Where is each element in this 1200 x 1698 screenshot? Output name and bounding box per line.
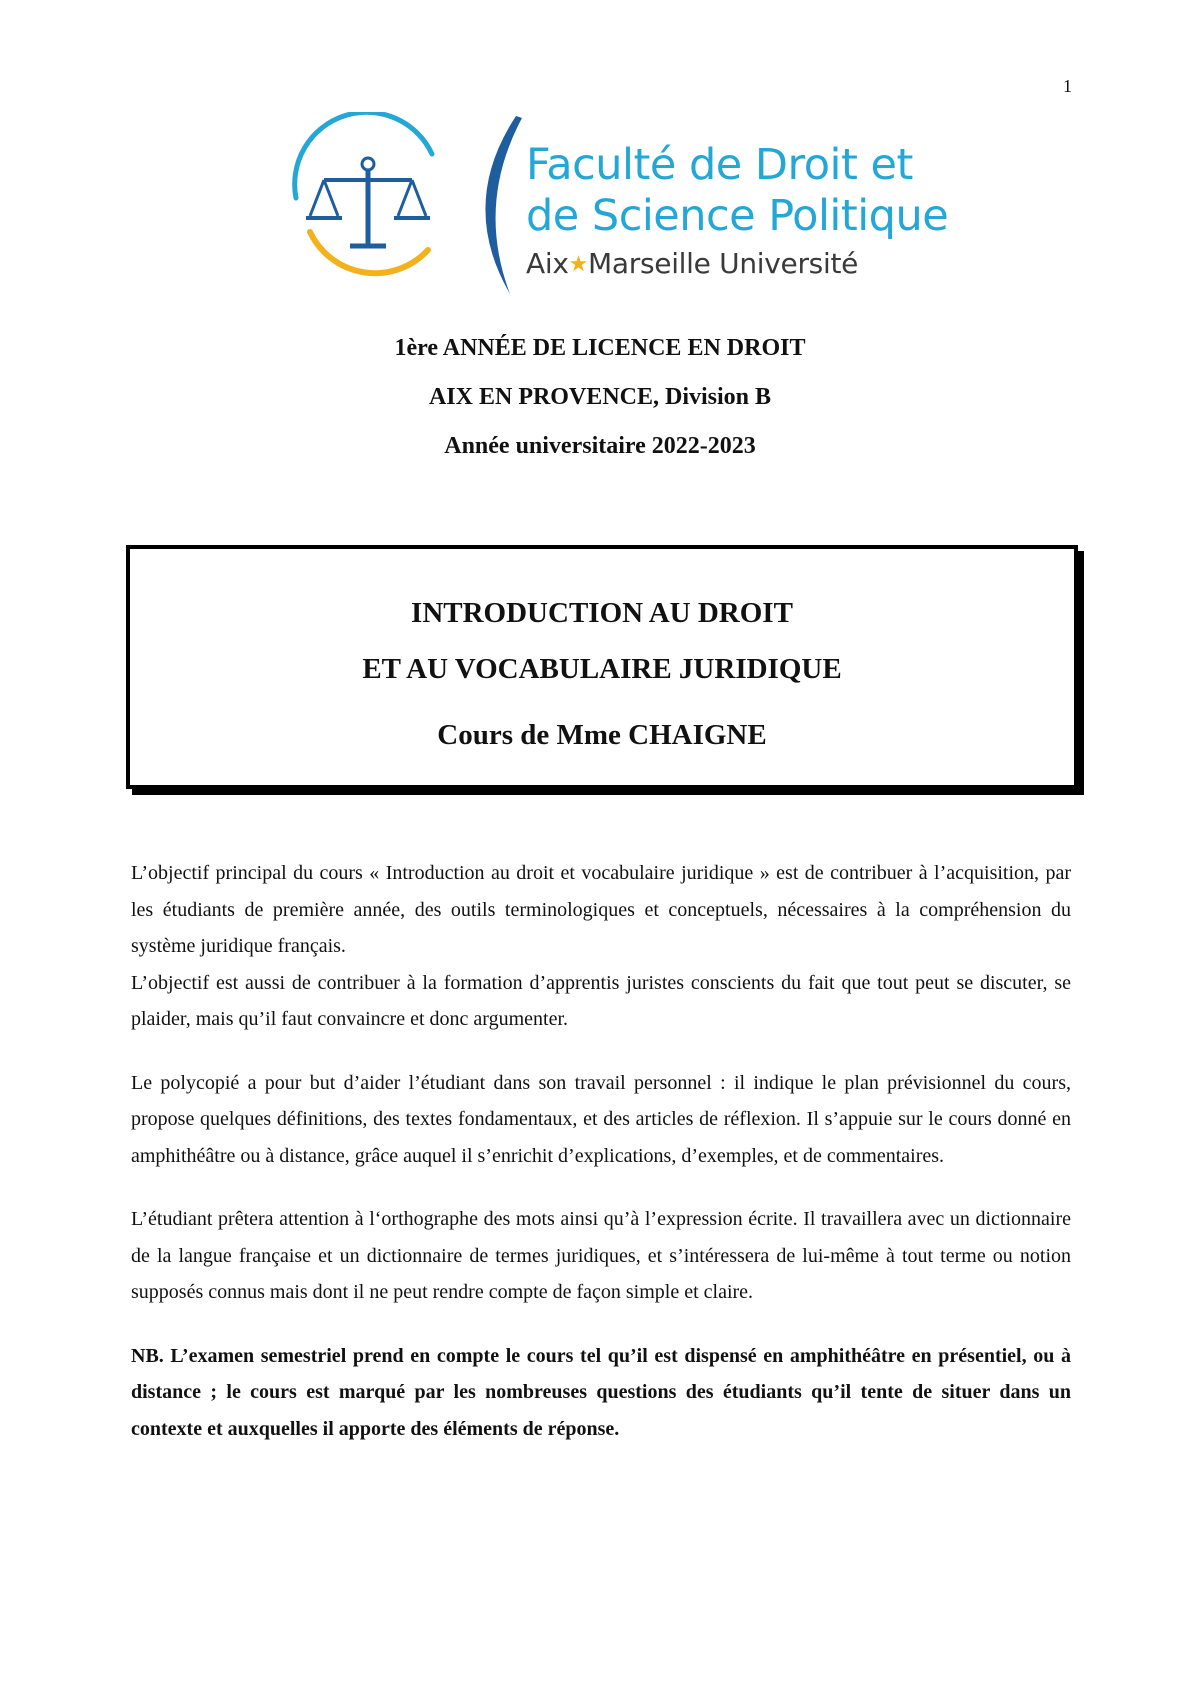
paragraph-objective-2: L’objectif est aussi de contribuer à la formation d’apprentis juristes conscients du fait que tout peut se discuter, se plaider, mais qu’il faut convaincre et donc argumenter. — [131, 971, 1071, 1030]
star-icon: ★ — [568, 252, 589, 278]
logo-university-name — [526, 247, 948, 280]
paragraph-student-attention: L’étudiant prêtera attention à l‘orthographe des mots ainsi qu’à l’expression écrite. Il travaillera avec un dictionnaire de la langue française et un dictionnaire de termes juridiques, et s’intéressera de lui-même à tout terme ou notion supposés connus mais dont il ne peut rendre compte de façon simple et claire. — [131, 1208, 1071, 1303]
logo-title-line-2: de Science Politique — [526, 190, 949, 241]
course-description — [131, 855, 1071, 1447]
course-header — [0, 324, 1200, 471]
course-instructor: Cours de Mme CHAIGNE — [437, 719, 767, 751]
paragraph-objective: L’objectif principal du cours « Introduction au droit et vocabulaire juridique » est de contribuer à l’acquisition, par les étudiants de première année, des outils terminologiques et conceptuels, nécessaires à la compréhension du système juridique français. — [131, 862, 1071, 957]
logo-university-aix: Aix — [526, 247, 569, 281]
header-year-level: 1ère ANNÉE DE LICENCE EN DROIT — [394, 335, 806, 361]
course-title-line-1: INTRODUCTION AU DROIT — [411, 597, 793, 629]
logo-university-marseille: Marseille Université — [588, 247, 859, 281]
paragraph-nb-exam: NB. L’examen semestriel prend en compte le cours tel qu’il est dispensé en amphithéâtre en présentiel, ou à distance ; le cours est marqué par les nombreuses questions des étudiants qu’il tente de situer dans un contexte et auxquelles il apporte des éléments de réponse. — [131, 1344, 1071, 1440]
faculty-logo — [290, 112, 949, 302]
paragraph-handout: Le polycopié a pour but d’aider l’étudiant dans son travail personnel : il indique le plan prévisionnel du cours, propose quelques définitions, des textes fondamentaux, et des articles de réflexion. Il s’appuie sur le cours donné en amphithéâtre ou à distance, grâce auquel il s’enrichit d’explications, d’exemples, et de commentaires. — [131, 1071, 1071, 1167]
course-title-box — [126, 545, 1078, 789]
header-academic-year: Année universitaire 2022-2023 — [444, 433, 756, 459]
header-location: AIX EN PROVENCE, Division B — [428, 384, 772, 410]
logo-title-line-1: Faculté de Droit et — [526, 140, 913, 190]
course-title-line-2: ET AU VOCABULAIRE JURIDIQUE — [362, 653, 842, 685]
page-number: 1 — [1063, 76, 1072, 96]
